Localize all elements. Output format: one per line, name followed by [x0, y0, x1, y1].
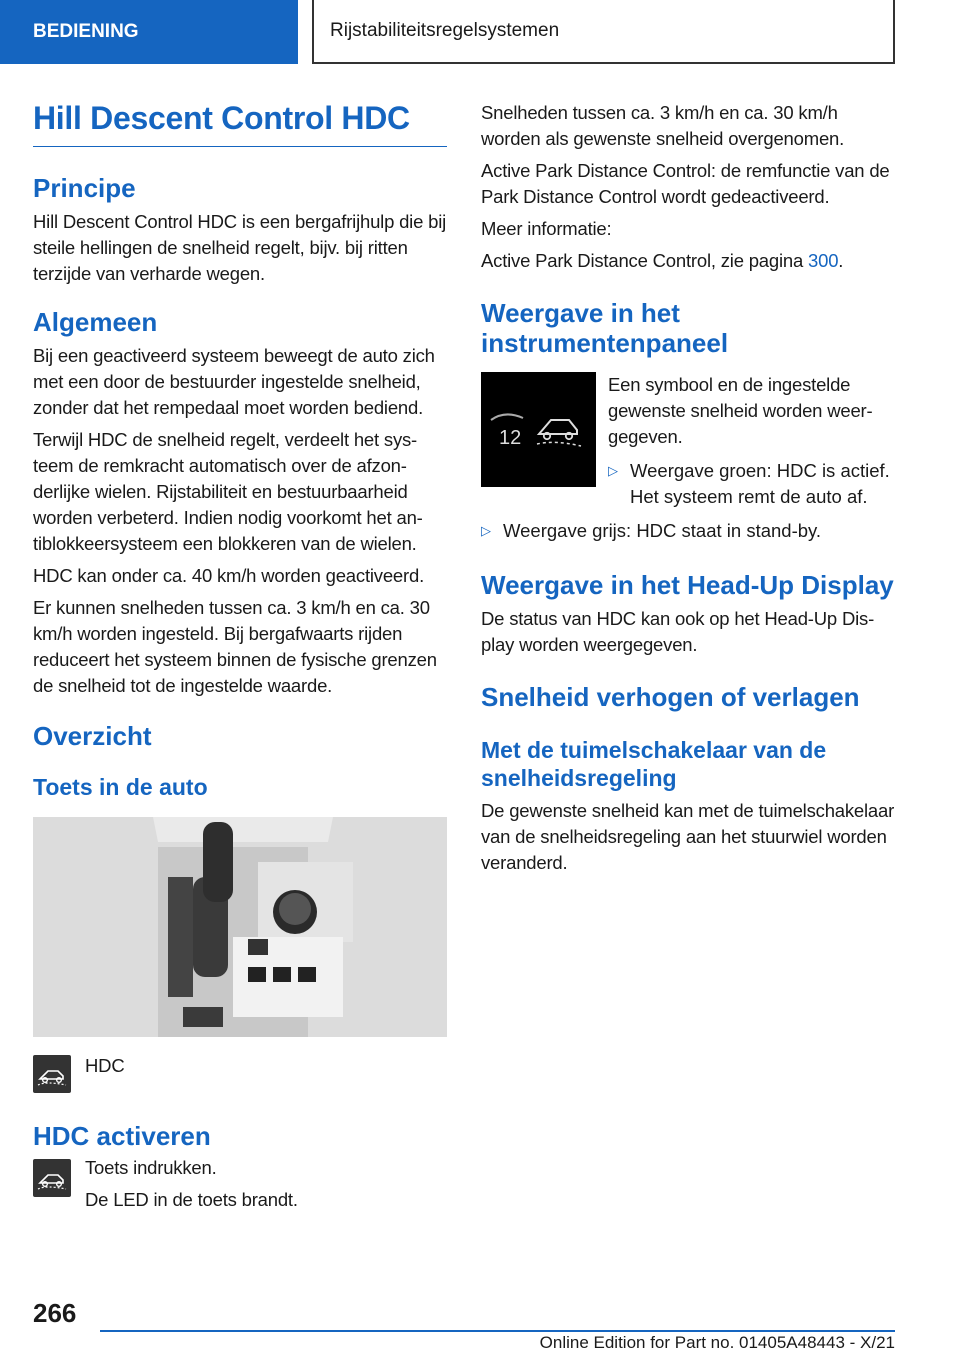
overzicht-heading: Overzicht: [33, 721, 152, 751]
right-column: [481, 100, 895, 876]
hdc-button-icon: [33, 1159, 71, 1197]
page-number: 266: [33, 1298, 77, 1328]
pdc-reference: [481, 248, 895, 274]
activeren-step-2: De LED in de toets brandt.: [85, 1189, 298, 1210]
principe-heading: Principe: [33, 173, 136, 203]
bullet-grey: [481, 518, 895, 544]
algemeen-paragraph-4: Er kunnen snelheden tussen ca. 3 km/h en ca. 30 km/h worden ingesteld. Bij bergafwaarts rijden reduceert het systeem binnen de fysische grenzen de snelheid tot de ingestelde waarde.: [33, 597, 437, 696]
chapter-label: Rijstabiliteitsregelsystemen: [330, 20, 560, 41]
activeren-heading: HDC activeren: [33, 1121, 211, 1151]
page-title: Hill Descent Control HDC: [33, 100, 447, 147]
center-console-photo: [33, 817, 447, 1037]
display-speed: 12: [499, 427, 522, 449]
algemeen-paragraph-2: Terwijl HDC de snelheid regelt, verdeelt het systeem de remkracht automatisch over de afzonderlijke wielen. Rijstabiliteit en bestuurbaarheid worden verbeterd. Indien nodig voorkomt het antiblokkeersysteem een blokkeren van de wielen.: [33, 429, 423, 554]
algemeen-heading: Algemeen: [33, 307, 158, 337]
triangle-bullet-icon: ▷: [608, 463, 618, 478]
hud-text: De status van HDC kan ook op het Head-Up Display worden weergegeven.: [481, 608, 875, 655]
edition-text: Online Edition for Part no. 01405A48443 - X/21: [539, 1333, 895, 1352]
bullet-green-text: Weergave groen: HDC is actief. Het systeem remt de auto af.: [630, 460, 890, 507]
weergave-heading: Weergave in het instrumentenpaneel: [481, 298, 729, 358]
left-column: [33, 100, 447, 1213]
display-description: Een symbool en de ingestelde gewenste snelheid worden weergegeven.: [608, 374, 873, 447]
console-illustration: [33, 817, 447, 1037]
tuimel-heading: Met de tuimelschakelaar van de snelheidsregeling: [481, 737, 827, 791]
section-tab: [0, 0, 298, 64]
hdc-icon: [33, 1055, 71, 1093]
display-section: [481, 372, 895, 510]
chapter-tab: [312, 0, 895, 64]
hdc-display-icon: [537, 420, 581, 446]
speed-range-text: Snelheden tussen ca. 3 km/h en ca. 30 km/h worden als gewenste snelheid overgenomen.: [481, 102, 845, 149]
toets-heading: Toets in de auto: [33, 774, 208, 800]
bullet-green: [608, 458, 895, 510]
footer-divider: [100, 1330, 895, 1332]
pdc-text: Active Park Distance Control: de remfunctie van de Park Distance Control wordt gedeactiveerd.: [481, 160, 890, 207]
snelheid-heading: Snelheid verhogen of verlagen: [481, 682, 860, 712]
activeren-row: [33, 1155, 447, 1213]
more-info-label: Meer informatie:: [481, 218, 612, 239]
hdc-legend: [33, 1055, 447, 1093]
pdc-reference-text: Active Park Distance Control, zie pagina: [481, 250, 809, 271]
tuimel-text: De gewenste snelheid kan met de tuimelschakelaar van de snelheidsregeling aan het stuurwiel worden veranderd.: [481, 800, 895, 873]
principe-text: Hill Descent Control HDC is een bergafrijhulp die bij steile hellingen de snelheid regelt, bijv. bij ritten terzijde van verharde wegen.: [33, 211, 447, 284]
triangle-bullet-icon: ▷: [481, 523, 491, 538]
hud-heading: Weergave in het Head-Up Display: [481, 570, 894, 600]
page-link-300[interactable]: 300: [808, 250, 839, 271]
algemeen-paragraph-1: Bij een geactiveerd systeem beweegt de auto zich met een door de bestuurder ingestelde snelheid, zonder dat het rempedaal moet worden bediend.: [33, 345, 435, 418]
pdc-reference-end: .: [838, 250, 844, 271]
bullet-grey-text: Weergave grijs: HDC staat in stand-by.: [503, 520, 822, 541]
section-label: BEDIENING: [33, 21, 139, 42]
algemeen-paragraph-3: HDC kan onder ca. 40 km/h worden geactiveerd.: [33, 565, 425, 586]
instrument-display-image: [481, 372, 596, 487]
activeren-step-1: Toets indrukken.: [85, 1157, 217, 1178]
hdc-label: HDC: [85, 1055, 125, 1076]
